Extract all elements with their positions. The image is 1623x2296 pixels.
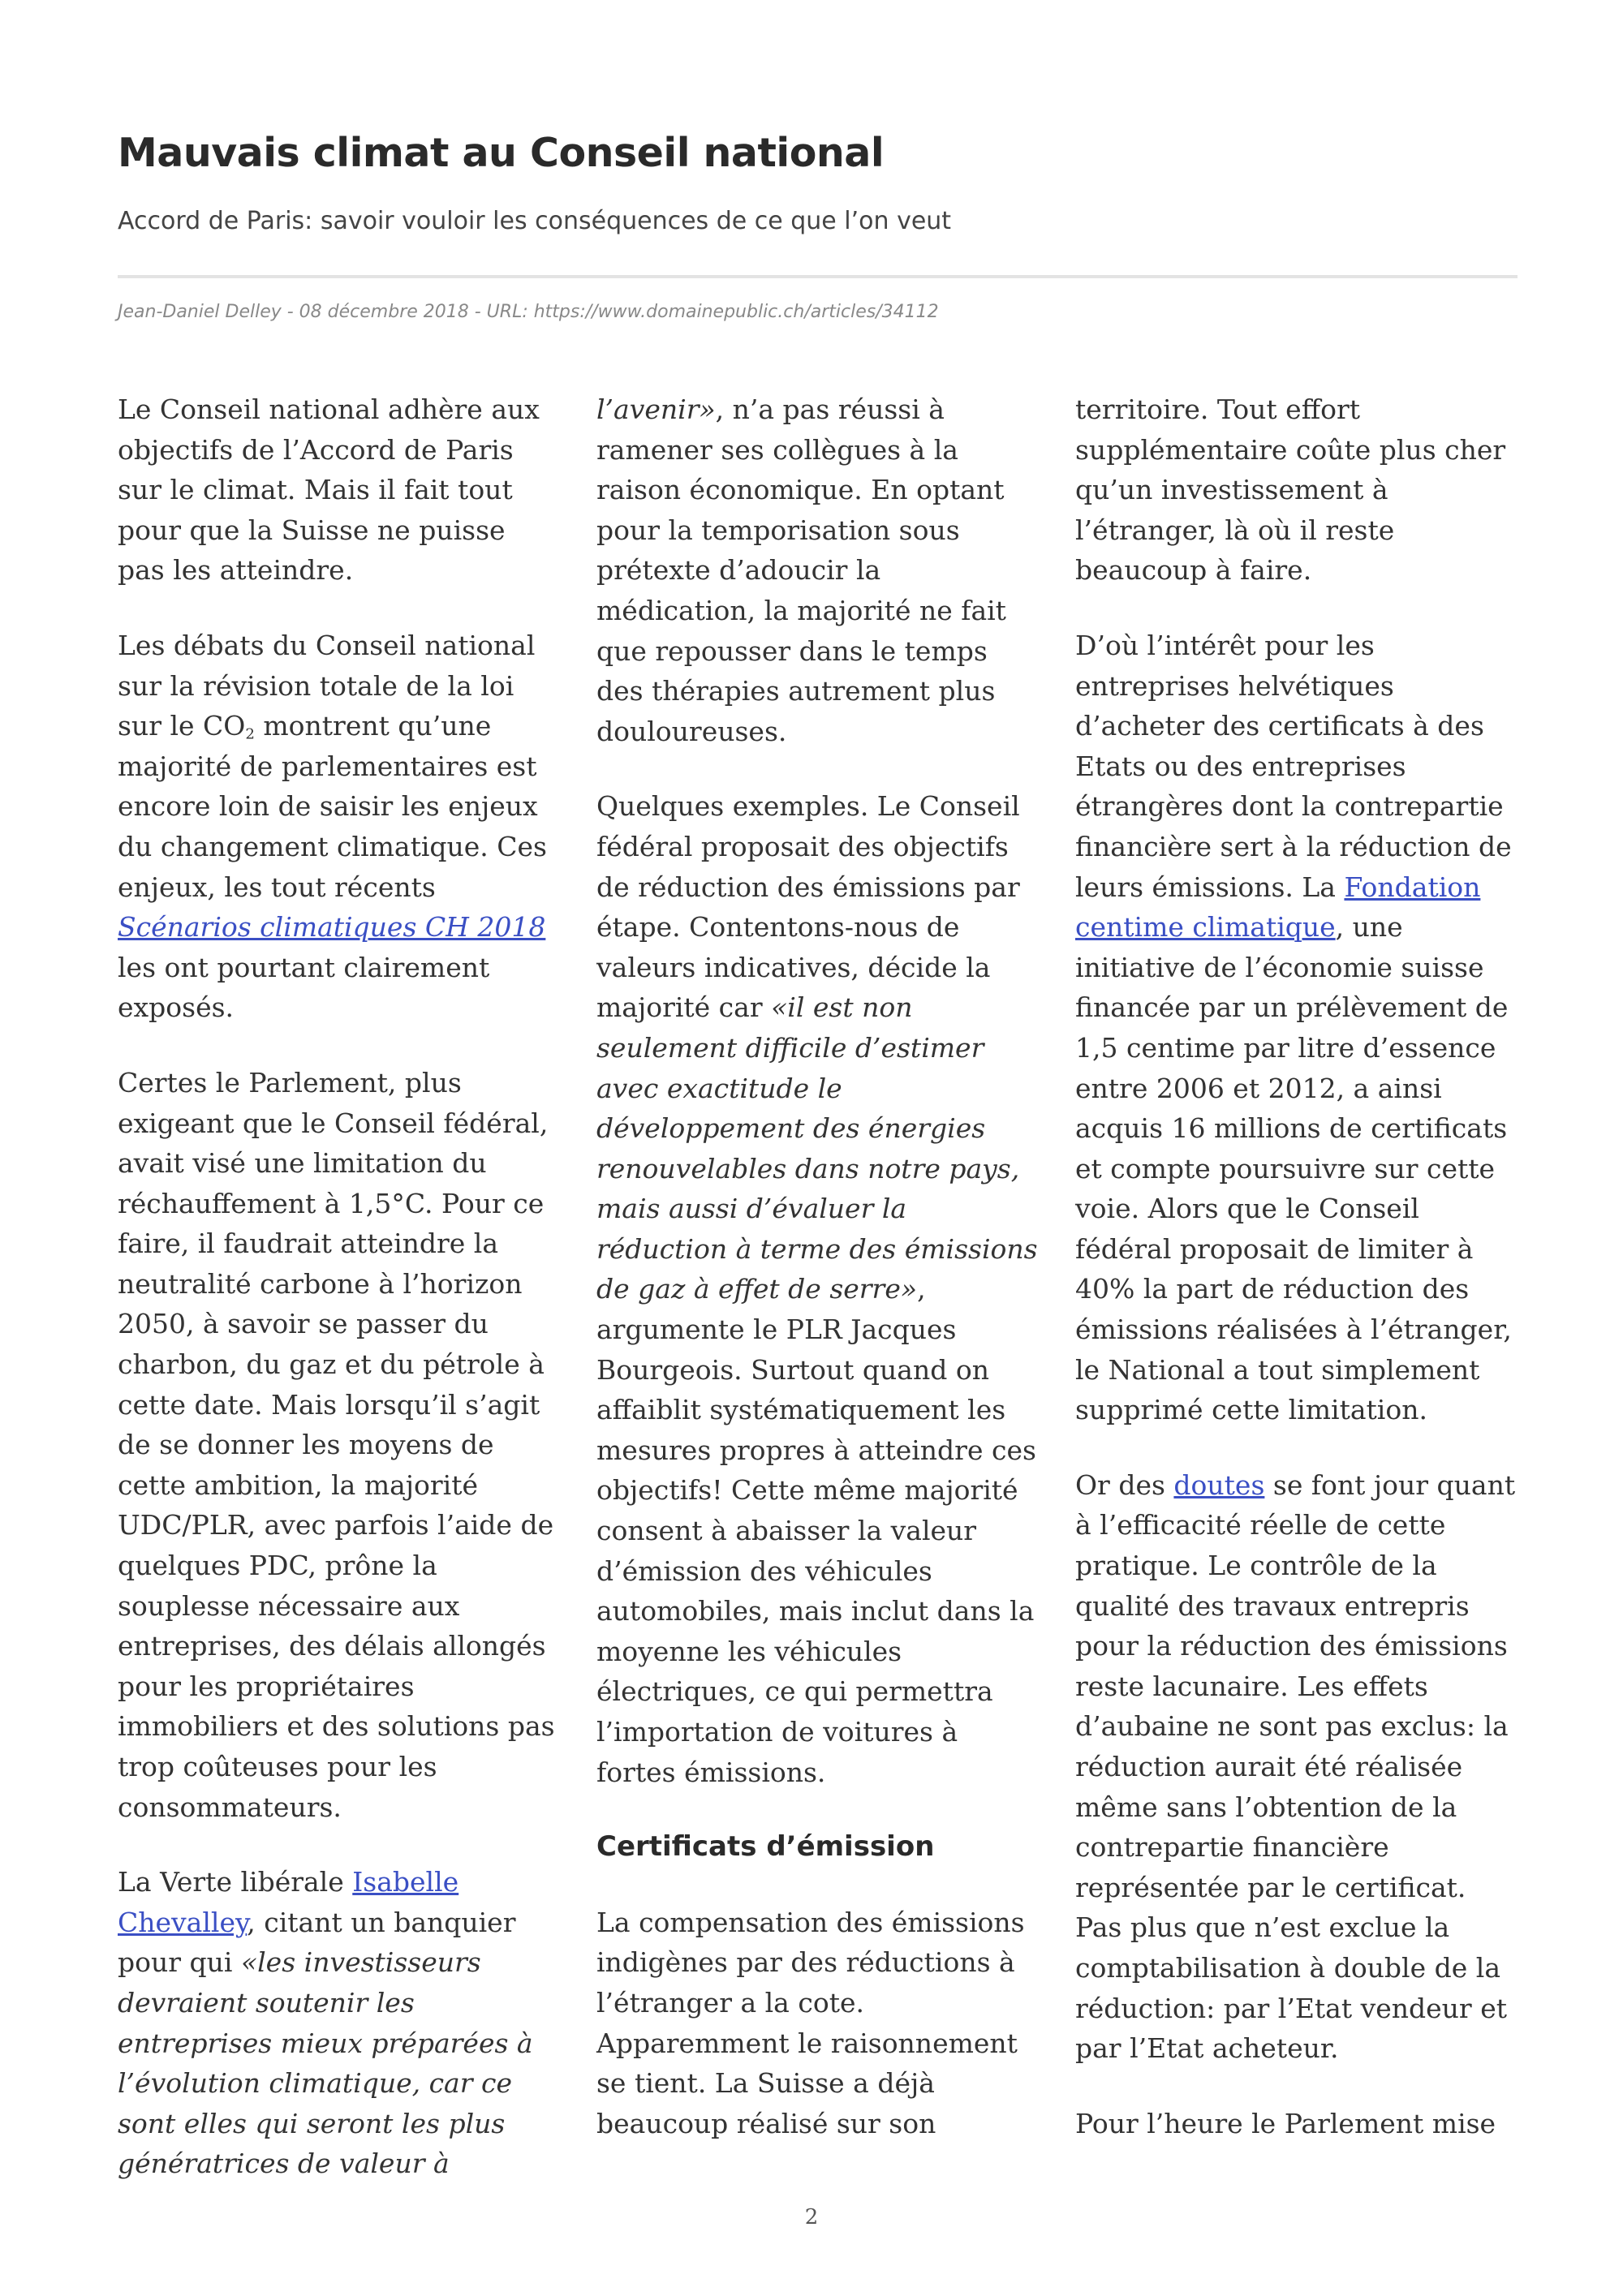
link-fondation-centime-climatique[interactable]: Fondation centime climatique [1075, 871, 1481, 944]
text-run: , argumente le PLR Jacques Bourgeois. Surtout quand on affaiblit systématiquement les mesures propres à atteindre ces objectifs! Cette même majorité consent à abaisser la valeur d’émission des véhicules automobiles, mais inclut dans la moyenne les véhicules électriques, ce qui permettra l’importation de voitures à fortes émissions. [596, 1273, 1036, 1788]
quote: «il est non seulement difficile d’estimer avec exactitude le développement des énergies renouvelables dans notre pays, mais aussi d’évaluer la réduction à terme des émissions de gaz à effet de serre» [596, 991, 1038, 1305]
link-doutes[interactable]: doutes [1173, 1468, 1265, 1501]
text-run: La Verte libérale [118, 1866, 353, 1898]
text-column-2 [596, 389, 1039, 2143]
text-run: Les débats du Conseil national sur la révision totale de la loi sur le CO [118, 629, 536, 742]
paragraph: Pour l’heure le Parlement mise [1075, 2107, 1496, 2139]
subscript: 2 [245, 725, 255, 743]
text-column-3 [1075, 389, 1518, 2143]
section-heading: Certificats d’émission [596, 1830, 935, 1864]
quote: l’avenir» [596, 393, 716, 425]
header-divider [118, 275, 1518, 278]
paragraph: Certes le Parlement, plus exigeant que le Conseil fédéral, avait visé une limitation du réchauffement à 1,5°C. Pour ce faire, il faudrait atteindre la neutralité carbone à l’horizon 2050, à savoir se passer du charbon, du gaz et du pétrole à cette date. Mais lorsqu’il s’agit de se donner les moyens de cette ambition, la majorité UDC/PLR, avec parfois l’aide de quelques PDC, prône la souplesse nécessaire aux entreprises, des délais allongés pour les propriétaires immobiliers et des solutions pas trop coûteuses pour les consommateurs. [118, 1066, 555, 1823]
paragraph: territoire. Tout effort supplémentaire coûte plus cher qu’un investissement à l’étranger, là où il reste beaucoup à faire. [1075, 393, 1506, 587]
paragraph: Le Conseil national adhère aux objectifs de l’Accord de Paris sur le climat. Mais il fait tout pour que la Suisse ne puisse pas les atteindre. [118, 393, 540, 587]
page-number: 2 [804, 2205, 819, 2229]
text-run: , une initiative de l’économie suisse financée par un prélèvement de 1,5 centime par litre d’essence entre 2006 et 2012, a ainsi acquis 16 millions de certificats et compte poursuivre sur cette voie. Alors que le Conseil fédéral proposait de limiter à 40% la part de réduction des émissions réalisées à l’étranger, le National a tout simplement supprimé cette limitation. [1075, 911, 1512, 1426]
article-subtitle: Accord de Paris: savoir vouloir les conséquences de ce que l’on veut [118, 207, 952, 235]
text-run: se font jour quant à l’efficacité réelle de cette pratique. Le contrôle de la qualité des travaux entrepris pour la réduction des émissions reste lacunaire. Les effets d’aubaine ne sont pas exclus: la réduction aurait été réalisée même sans l’obtention de la contrepartie financière représentée par le certificat. Pas plus que n’est exclue la comptabilisation à double de la réduction: par l’Etat vendeur et par l’Etat acheteur. [1075, 1468, 1516, 2065]
link-isabelle-chevalley[interactable]: Isabelle Chevalley [118, 1866, 459, 1938]
text-run: les ont pourtant clairement exposés. [118, 951, 490, 1024]
paragraph [118, 626, 560, 1028]
text-run: , citant un banquier pour qui [118, 1906, 516, 1979]
article-meta: Jean-Daniel Delley - 08 décembre 2018 - URL: https://www.domainepublic.ch/articles/34112 [118, 302, 939, 322]
article-title: Mauvais climat au Conseil national [118, 130, 885, 176]
text-run: Or des [1075, 1468, 1174, 1501]
quote: «les investisseurs devraient soutenir les entreprises mieux préparées à l’évolution climatique, car ce sont elles qui seront les plus génératrices de valeur à [118, 1946, 533, 2180]
text-run: Quelques exemples. Le Conseil fédéral proposait des objectifs de réduction des émissions par étape. Contentons-nous de valeurs indicatives, décide la majorité car [596, 790, 1020, 1024]
text-run: montrent qu’une majorité de parlementaires est encore loin de saisir les enjeux du changement climatique. Ces enjeux, les tout récents [118, 710, 547, 903]
paragraph [1075, 626, 1518, 1430]
paragraph [1075, 1465, 1518, 2069]
paragraph: La compensation des émissions indigènes par des réductions à l’étranger a la cote. Apparemment le raisonnement se tient. La Suisse a déjà beaucoup réalisé sur son [596, 1906, 1025, 2139]
paragraph [118, 1862, 560, 2184]
paragraph [596, 786, 1039, 1792]
paragraph [596, 389, 1039, 751]
text-run: , n’a pas réussi à ramener ses collègues à la raison économique. En optant pour la temporisation sous prétexte d’adoucir la médication, la majorité ne fait que repousser dans le temps des thérapies autrement plus douloureuses. [596, 393, 1006, 747]
link-scenarios-climatiques[interactable]: Scénarios climatiques CH 2018 [118, 911, 546, 944]
text-column-1 [118, 389, 560, 2184]
text-run: D’où l’intérêt pour les entreprises helvétiques d’acheter des certificats à des Etats ou des entreprises étrangères dont la contrepartie financière sert à la réduction de leurs émissions. La [1075, 629, 1512, 903]
